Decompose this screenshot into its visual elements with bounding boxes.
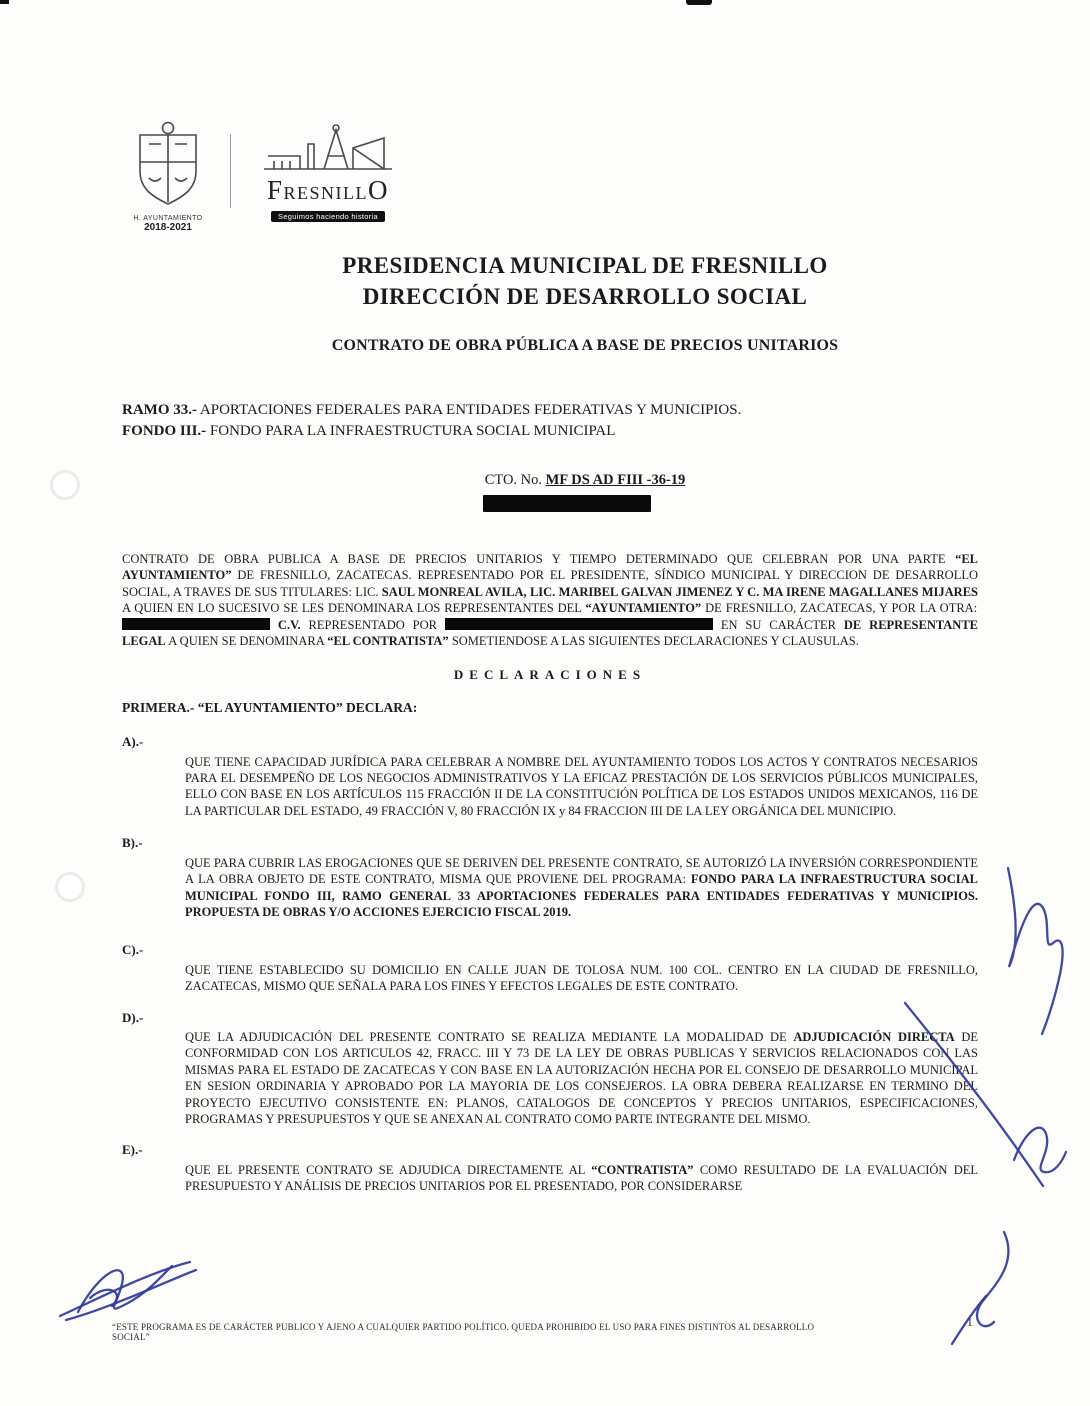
letterhead — [128, 120, 403, 233]
contract-number-label: CTO. No. — [484, 472, 546, 488]
scan-artifact — [0, 0, 9, 4]
fresnillo-tagline: Seguimos haciendo historia — [271, 211, 385, 222]
clause-a — [122, 734, 978, 819]
clause-c-text: QUE TIENE ESTABLECIDO SU DOMICILIO EN CALLE JUAN DE TOLOSA NUM. 100 COL. CENTRO EN LA CIUDAD DE FRESNILLO, ZACATECAS, MISMO QUE SEÑALA PARA LOS FINES Y EFECTOS LEGALES DE ESTE CONTRATO. — [185, 962, 978, 994]
pen-mark-check — [1014, 1128, 1066, 1173]
crest-shield-icon — [129, 120, 207, 208]
intro-paragraph: CONTRATO DE OBRA PUBLICA A BASE DE PRECIOS UNITARIOS Y TIEMPO DETERMINADO QUE CELEBRAN POR UNA PARTE “EL AYUNTAMIENTO” DE FRESNILLO, ZACATECAS. REPRESENTADO POR EL PRESIDENTE, SÍNDICO MUNICIPAL Y DIRECCION DE DESARROLLO SOCIAL, A TRAVES DE SUS TITULARES: LIC. SAUL MONREAL AVILA, LIC. MARIBEL GALVAN JIMENEZ Y C. MA IRENE MAGALLANES MIJARES A QUIEN EN LO SUCESIVO SE LES DENOMINARA LOS REPRESENTANTES DEL “AYUNTAMIENTO” DE FRESNILLO, ZACATECAS, Y POR LA OTRA: C.V. REPRESENTADO POR EN SU CARÁCTER DE REPRESENTANTE LEGAL A QUIEN SE DENOMINARA “EL CONTRATISTA” SOMETIENDOSE A LAS SIGUIENTES DECLARACIONES Y CLAUSULAS. — [122, 552, 979, 649]
clause-d-label: D).- — [122, 1009, 144, 1025]
scan-hole-punch — [50, 470, 80, 500]
fresnillo-logo — [253, 120, 403, 224]
clause-c — [122, 942, 978, 994]
page-number: 1 — [966, 1314, 974, 1330]
pen-signature-bottom-left — [60, 1262, 190, 1316]
logo-divider — [230, 134, 231, 208]
fresnillo-buildings-icon — [258, 120, 398, 172]
clause-b-text: QUE PARA CUBRIR LAS EROGACIONES QUE SE DERIVEN DEL PRESENTE CONTRATO, SE AUTORIZÓ LA INVERSIÓN CORRESPONDIENTE A LA OBRA OBJETO DE ESTE CONTRATO, MISMA QUE PROVIENE DEL PROGRAMA: FONDO PARA LA INFRAESTRUCTURA SOCIAL MUNICIPAL FONDO III, RAMO GENERAL 33 APORTACIONES FEDERALES PARA ENTIDADES FEDERATIVAS Y MUNICIPIOS. PROPUESTA DE OBRAS Y/O ACCIONES EJERCICIO FISCAL 2019. — [185, 855, 978, 919]
redaction-bar — [483, 495, 651, 512]
clause-e-label: E).- — [122, 1142, 143, 1158]
footer-disclaimer: “ESTE PROGRAMA ES DE CARÁCTER PUBLICO Y AJENO A CUALQUIER PARTIDO POLÍTICO. QUEDA PROHIBIDO EL USO PARA FINES DISTINTOS AL DESARROLLO SOCIAL” — [112, 1322, 815, 1342]
wordmark-middle: RESNILL — [283, 183, 369, 203]
clause-a-text: QUE TIENE CAPACIDAD JURÍDICA PARA CELEBRAR A NOMBRE DEL AYUNTAMIENTO TODOS LOS ACTOS Y CONTRATOS NECESARIOS PARA EL DESEMPEÑO DE LOS NEGOCIOS ADMINISTRATIVOS Y LA EFICAZ PRESTACIÓN DE LOS SERVICIOS PÚBLICOS MUNICIPALES, ELLO CON BASE EN LOS ARTÍCULOS 115 FRACCIÓN II DE LA CONSTITUCIÓN POLÍTICA DE LOS ESTADOS UNIDOS MEXICANOS, 116 DE LA PARTICULAR DEL ESTADO, 49 FRACCIÓN V, 80 FRACCIÓN IX y 84 FRACCION III DE LA LEY ORGÁNICA DEL MUNICIPIO. — [185, 754, 978, 818]
program-description: RAMO 33.- APORTACIONES FEDERALES PARA ENTIDADES FEDERATIVAS Y MUNICIPIOS. FONDO III.- FONDO PARA LA INFRAESTRUCTURA SOCIAL MUNICIPAL — [122, 402, 742, 439]
crest-years: 2018-2021 — [144, 222, 192, 233]
pen-signature-bottom-left — [90, 1290, 117, 1306]
crest-caption: H. AYUNTAMIENTO — [133, 215, 203, 222]
pen-squiggle-bottom-right — [977, 1232, 1008, 1326]
clause-e — [122, 1142, 978, 1194]
redacted-text — [122, 618, 270, 630]
clause-c-label: C).- — [122, 942, 144, 958]
clause-a-label: A).- — [122, 734, 144, 750]
wordmark-last-letter: O — [368, 175, 390, 205]
redacted-text — [445, 618, 713, 630]
clause-d-text: QUE LA ADJUDICACIÓN DEL PRESENTE CONTRATO SE REALIZA MEDIANTE LA MODALIDAD DE ADJUDICACIÓN DIRECTA DE CONFORMIDAD CON LOS ARTICULOS 42, FRACC. III Y 73 DE LA LEY DE OBRAS PUBLICAS Y SERVICIOS RELACIONADOS CON LAS MISMAS PARA EL ESTADO DE ZACATECAS Y CON BASE EN LA AUTORIZACIÓN HECHA POR EL CONSEJO DE DESARROLLO MUNICIPAL EN SESION ORDINARIA Y APROBADO POR LA MAYORIA DE LOS CONSEJEROS. LA OBRA DEBERA REALIZARSE EN TERMINO DEL PROYECTO EJECUTIVO CONSISTENTE EN: PLANOS, CATALOGOS DE CONCEPTOS Y PRECIOS UNITARIOS, ESPECIFICACIONES, PROGRAMAS Y PRESUPUESTOS Y QUE SE ANEXAN AL CONTRATO COMO PARTE INTEGRANTE DEL MISMO. — [185, 1029, 979, 1126]
clause-e-text: QUE EL PRESENTE CONTRATO SE ADJUDICA DIRECTAMENTE AL “CONTRATISTA” COMO RESULTADO DE LA EVALUACIÓN DEL PRESUPUESTO Y ANÁLISIS DE PRECIOS UNITARIOS POR EL PRESENTADO, POR CONSIDERARSE — [185, 1162, 979, 1194]
contract-number-line — [130, 472, 1040, 489]
scan-hole-punch — [55, 872, 85, 902]
wordmark-first-letter: F — [266, 175, 284, 205]
primera-heading: PRIMERA.- “EL AYUNTAMIENTO” DECLARA: — [122, 699, 418, 715]
contract-body — [122, 551, 978, 1195]
clause-b — [122, 835, 978, 920]
contract-type-heading: CONTRATO DE OBRA PÚBLICA A BASE DE PRECIOS UNITARIOS — [331, 337, 839, 354]
clause-d — [122, 1010, 978, 1128]
pen-signature-bottom-left — [66, 1270, 196, 1320]
title-line-1: PRESIDENCIA MUNICIPAL DE FRESNILLO — [342, 253, 828, 278]
fresnillo-wordmark — [253, 175, 403, 206]
contract-number-value: MF DS AD FIII -36-19 — [545, 472, 686, 488]
clause-b-label: B).- — [122, 835, 143, 851]
declaraciones-heading: DECLARACIONES — [453, 667, 647, 683]
pen-signature-right-margin — [1008, 868, 1063, 1034]
city-crest-logo — [128, 120, 208, 233]
scan-artifact — [686, 0, 712, 5]
title-line-2: DIRECCIÓN DE DESARROLLO SOCIAL — [362, 284, 808, 310]
pen-signature-bottom-left — [78, 1266, 172, 1312]
page-title — [130, 250, 1040, 312]
